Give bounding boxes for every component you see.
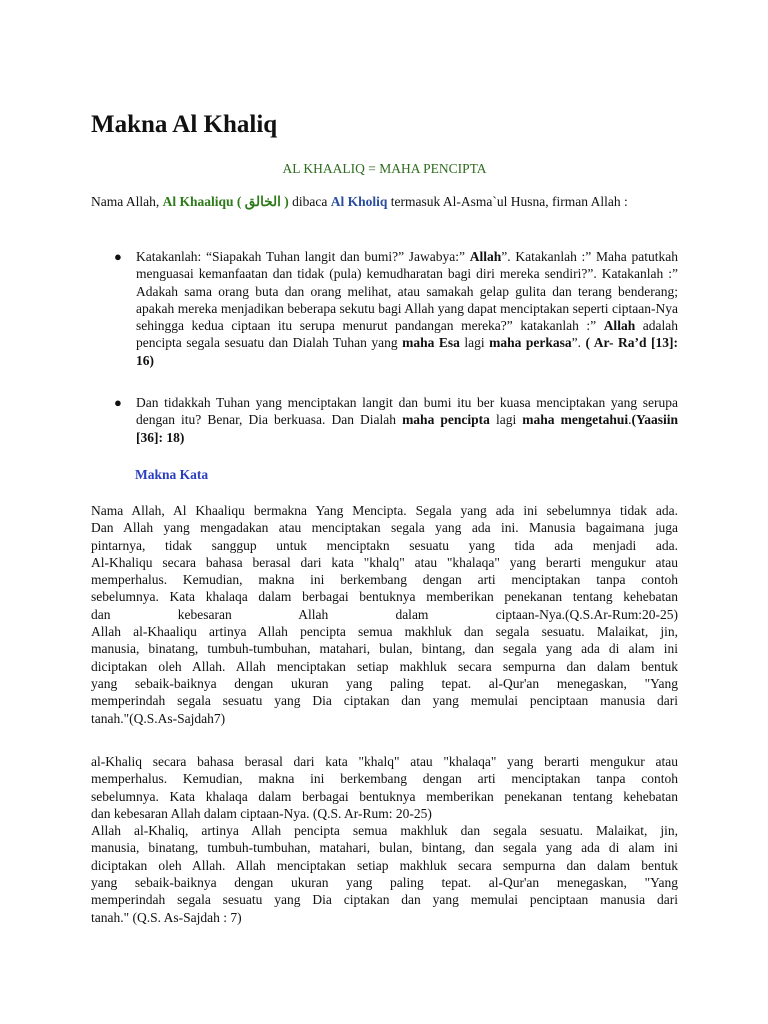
paragraph-al-khaliq [91, 753, 678, 926]
bullet-icon: ● [114, 249, 122, 264]
bold-run: maha Esa [402, 335, 460, 351]
bold-run: Allah [469, 249, 502, 264]
text-line: Al-Khaliqu secara bahasa berasal dari kata "khalq" atau "khalaqa" yang berarti mengukur atau [91, 554, 678, 570]
text-line: sebelumnya. Kata khalaqa dalam berbagai bentuknya memberikan penekanan tentang kehebatan [91, 788, 678, 804]
text-line: manusia, binatang, tumbuh-tumbuhan, matahari, bulan, bintang, dan segala yang ada di alam ini [91, 840, 678, 856]
text-line: memperhalus. Kemudian, makna ini berkembang dengan arti menciptakan tanpa contoh [91, 771, 678, 787]
citation: ( Ar- Ra’d [13]: 16) [136, 335, 679, 368]
text-run: . [628, 412, 632, 428]
text-line: tanah."(Q.S.As-Sajdah7) [91, 710, 226, 726]
bold-run: Allah [603, 318, 636, 334]
text-line: Dan Allah yang mengadakan atau menciptakan segala yang ada ini. Manusia bagaimana juga [91, 520, 678, 536]
text-line: tanah." (Q.S. As-Sajdah : 7) [91, 909, 242, 925]
text-line: diciptakan oleh Allah. Allah menciptakan setiap makhluk secara sempurna dan dalam bentuk [91, 658, 678, 674]
text-line: sebelumnya. Kata khalaqa dalam berbagai bentuknya memberikan penekanan tentang kehebatan [91, 589, 678, 605]
text-line: memperindah segala sesuatu yang Dia ciptakan dan yang memulai penciptaan manusia dari [91, 892, 678, 908]
text-run: Dan tidakkah Tuhan yang menciptakan langit dan bumi itu ber kuasa menciptakan yang serupa dengan itu? Benar, Dia berkuasa. Dan Dialah [136, 395, 678, 428]
list-item-1-text [136, 248, 678, 369]
bold-run: maha pencipta [402, 412, 490, 428]
text-line: dan kebesaran Allah dalam ciptaan-Nya.(Q.S.Ar-Rum:20-25) [91, 606, 678, 622]
text-line: Allah al-Khaaliqu artinya Allah pencipta semua makhluk dan segala sesuatu. Malaikat, jin, [91, 624, 678, 640]
name-read: Al Kholiq [330, 194, 388, 209]
bold-run: maha mengetahui [522, 412, 629, 428]
page-title: Makna Al Khaliq [91, 111, 278, 138]
text-line: memperindah segala sesuatu yang Dia ciptakan dan yang memulai penciptaan manusia dari [91, 693, 678, 709]
bold-run: maha perkasa [489, 335, 572, 351]
text-line: yang sebaik-baiknya dengan ukuran yang paling tepat. al-Qur'an menegaskan, "Yang [91, 675, 678, 691]
list-item-1 [114, 248, 678, 369]
intro-paragraph [91, 193, 678, 210]
text-run: lagi [489, 412, 523, 428]
text-line: manusia, binatang, tumbuh-tumbuhan, matahari, bulan, bintang, dan segala yang ada di alam ini [91, 641, 678, 657]
intro-pre: Nama Allah, [91, 194, 163, 209]
intro-mid: dibaca [288, 194, 331, 209]
name-arabic: ( الخالق ) [236, 194, 289, 209]
text-run: ”. [571, 335, 586, 351]
text-run: lagi [459, 335, 490, 351]
text-line: al-Khaliq secara bahasa berasal dari kata "khalq" atau "khalaqa" yang berarti mengukur atau [91, 754, 678, 769]
subtitle: AL KHAALIQ = MAHA PENCIPTA [282, 161, 487, 176]
text-line: yang sebaik-baiknya dengan ukuran yang paling tepat. al-Qur'an menegaskan, "Yang [91, 875, 678, 891]
paragraph-makna-kata [91, 502, 678, 727]
text-line: Nama Allah, Al Khaaliqu bermakna Yang Mencipta. Segala yang ada ini sebelumnya tidak ada. [91, 503, 678, 518]
citation: (Yaasiin [36]: 18) [136, 412, 678, 445]
text-line: memperhalus. Kemudian, makna ini berkembang dengan arti menciptakan tanpa contoh [91, 572, 678, 588]
text-run: Katakanlah: “Siapakah Tuhan langit dan bumi?” Jawabya:” [136, 249, 470, 264]
intro-post: termasuk Al-Asma`ul Husna, firman Allah : [387, 194, 628, 209]
text-run: ”. Katakanlah :” Maha patutkah menguasai kemanfaatan dan tidak (pula) kemudharatan bagi diri mereka sendiri?”. Katakanlah :” Adakah sama orang buta dan orang melihat, atau samakah gelap gulita dan terang benderang; apakah mereka menjadikan beberapa sekutu bagi Allah yang dapat menciptakan seperti ciptaan-Nya sehingga kedua ciptaan itu serupa menurut pandangan mereka?” katakanlah :” [136, 249, 678, 334]
text-line: diciptakan oleh Allah. Allah menciptakan setiap makhluk secara sempurna dan dalam bentuk [91, 857, 678, 873]
name-latin: Al Khaaliqu [162, 194, 234, 209]
text-line: dan kebesaran Allah dalam ciptaan-Nya. (Q.S. Ar-Rum: 20-25) [91, 805, 432, 821]
text-line: Allah al-Khaliq, artinya Allah pencipta semua makhluk dan segala sesuatu. Malaikat, jin, [91, 823, 678, 839]
text-run: adalah pencipta segala sesuatu dan Dialah Tuhan yang [136, 318, 678, 351]
section-heading: Makna Kata [135, 467, 209, 482]
list-item-2-text [136, 394, 678, 446]
bullet-icon: ● [114, 395, 122, 410]
text-line: pintarnya, tidak sanggup untuk menciptakn sesuatu yang tida ada menjadi ada. [91, 537, 678, 553]
list-item-2 [114, 394, 678, 446]
